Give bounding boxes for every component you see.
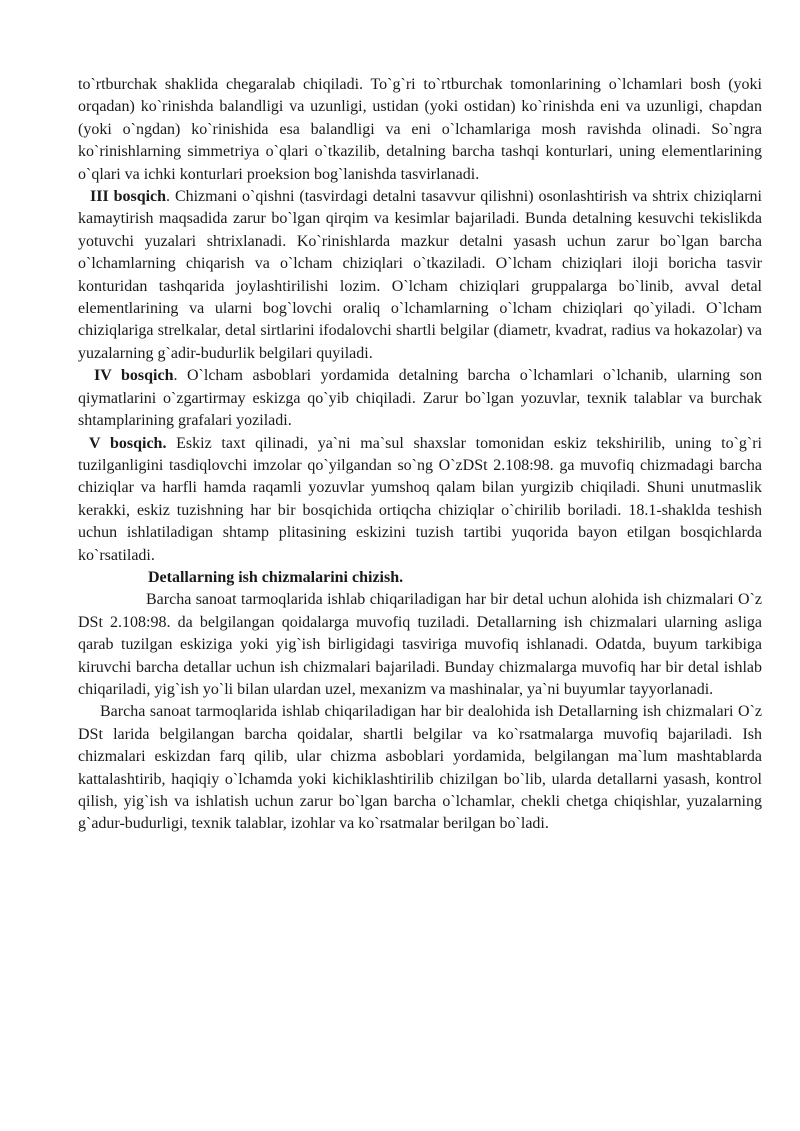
section-heading: Detallarning ish chizmalarini chizish. xyxy=(148,568,404,586)
stage-5-label: V bosqich. xyxy=(89,434,167,452)
paragraph-contour: to`rtburchak shaklida chegaralab chiqiladi. To`g`ri to`rtburchak tomonlarining o`lchamlari bosh (yoki orqadan) ko`rinishda balandligi va uzunligi, ustidan (yoki ostidan) ko`rinishda eni va uzunligi, chapdan (yoki o`ngdan) ko`rinishida esa balandligi va eni o`lchamlariga mosh ravishda olinadi. So`ngra ko`rinishlarning simmetriya o`qlari o`tkazilib, detalning barcha tashqi konturlari, uning elementlarining o`qlari va ichki konturlari proeksion bog`lanishda tasvirlanadi. xyxy=(78,76,762,183)
paragraph-stage-5 xyxy=(78,433,762,567)
paragraph-working-drawings-rules: Barcha sanoat tarmoqlarida ishlab chiqariladigan har bir dealohida ish Detallarning ish chizmalari O`z DSt larida belgilangan barcha qoidalar, shartli belgilar va ko`rsatmalarga muvofiq bajariladi. Ish chizmalari eskizdan farq qilib, ular chizma asboblari yordamida, belgilangan ma`lum mashtablarda kattalashtirib, haqiqiy o`lchamda yoki kichiklashtirilib chizilgan bo`lib, ularda detallarni yasash, kontrol qilish, yig`ish va ishlatish uchun zarur bo`lgan barcha o`lchamlar, chekli chetga chiqishlar, yuzalarning g`adur-budurligi, texnik talablar, izohlar va ko`rsatmalar berilgan bo`ladi. xyxy=(78,703,762,833)
stage-5-text: Eskiz taxt qilinadi, ya`ni ma`sul shaxslar tomonidan eskiz tekshirilib, uning to`g`ri tuzilganligini tasdiqlovchi imzolar qo`yilgandan so`ng O`zDSt 2.108:98. ga muvofiq chizmadagi barcha chiziqlar va harfli hamda raqamli yozuvlar yumshoq qalam bilan yurgizib chiqiladi. Shuni unutmaslik kerakki, eskiz tuzishning har bir bosqichida ortiqcha chiziqlar o`chirilib boriladi. 18.1-shaklda teshish uchun ishlatiladigan shtamp plitasining eskizini tuzish tartibi yuqorida bayon etilgan bosqichlarda ko`rsatiladi. xyxy=(78,434,763,564)
stage-3-label: III bosqich xyxy=(90,188,167,206)
stage-4-label: IV bosqich xyxy=(94,367,174,385)
stage-4-text: . O`lcham asboblari yordamida detalning barcha o`lchamlari o`lchanib, ularning son qiymatlarini o`zgartirmay eskizga qo`yib chiqiladi. Zarur bo`lgan yozuvlar, texnik talablar va burchak shtamplarining grafalari yoziladi. xyxy=(78,367,762,430)
stage-3-text: . Chizmani o`qishni (tasvirdagi detalni tasavvur qilishni) osonlashtirish va shtrix chiziqlarni kamaytirish maqsadida zarur bo`lgan qirqim va kesimlar bajariladi. Bunda detalning kesuvchi tekislikda yotuvchi yuzalari shtrixlanadi. Ko`rinishlarda mazkur detalni yasash uchun zarur bo`lgan barcha o`lchamlarning chiqarish va o`lcham chiziqlari o`tkaziladi. O`lcham chiziqlari iloji boricha tasvir konturidan tashqarida joylashtirilishi lozim. O`lcham chiziqlari gruppalarga bo`linib, avval detal elementlarining va ularni bog`lovchi oraliq o`lchamlarning o`lcham chiziqlari qo`yiladi. O`lcham chiziqlariga strelkalar, detal sirtlarini ifodalovchi shartli belgilar (diametr, kvadrat, radius va hokazolar) va yuzalarning g`adir-budurlik belgilari quyiladi. xyxy=(78,188,762,362)
document-page xyxy=(78,74,762,836)
paragraph-stage-3 xyxy=(78,186,762,365)
paragraph-working-drawings: Barcha sanoat tarmoqlarida ishlab chiqariladigan har bir detal uchun alohida ish chizmalari O`z DSt 2.108:98. da belgilangan qoidalarga muvofiq tuziladi. Detallarning ish chizmalari ularning asliga qarab tuzilgan eskiziga yoki yig`ish birligidagi tasviriga muvofiq ishlanadi. Odatda, buyum tarkibiga kiruvchi barcha detallar uchun ish chizmalari bajariladi. Bunday chizmalarga muvofiq har bir detal ishlab chiqariladi, yig`ish yo`li bilan ulardan uzel, mexanizm va mashinalar, ya`ni buyumlar tayyorlanadi. xyxy=(78,591,762,698)
paragraph-stage-4 xyxy=(78,365,762,432)
